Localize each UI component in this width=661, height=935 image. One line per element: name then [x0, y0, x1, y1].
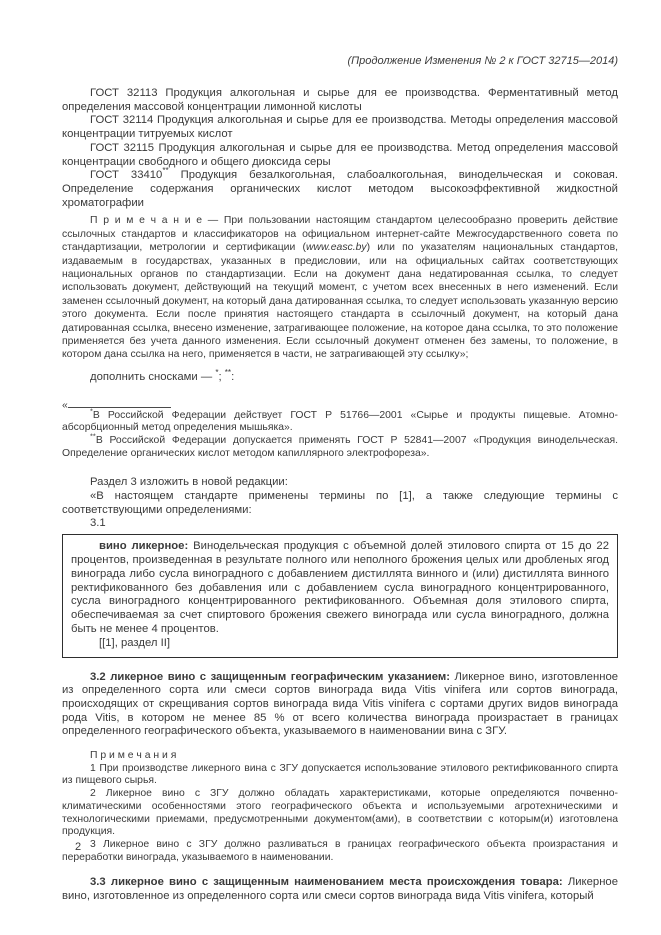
- section3-intro-2: «В настоящем стандарте применены термины по [1], а также следующие термины с соответствующими определениями:: [62, 490, 618, 516]
- notes-label: П р и м е ч а н и я: [90, 750, 177, 762]
- amendment-tail: :: [231, 370, 235, 383]
- footnote-marker-2: **: [224, 368, 232, 378]
- note-item-3: 3 Ликерное вино с ЗГУ должно разливаться в границах географического объекта произрастания и переработки винограда, указываемого в наименовании.: [62, 838, 618, 863]
- footnote-2-marker: **: [90, 431, 96, 441]
- clause-3-2-number: 3.2: [90, 670, 111, 683]
- reference-code: ГОСТ 33410: [90, 169, 163, 182]
- clause-3-3-number: 3.3: [90, 876, 111, 889]
- footnote-separator: [62, 398, 618, 410]
- clause-3-2-term-text: ликерное вино с защищенным географическим указанием:: [110, 670, 450, 683]
- amendment-separator: ;: [218, 370, 225, 383]
- reference-gost-32114: ГОСТ 32114 Продукция алкогольная и сырье для ее производства. Методы определения массовой концентрации титруемых кислот: [62, 114, 618, 141]
- amendment-lead: дополнить сносками —: [90, 370, 216, 383]
- reference-text: Продукция безалкогольная, слабоалкогольная, винодельческая и соковая. Определение содержания органических кислот методом высокоэффективной жидкостной хроматографии: [62, 169, 618, 209]
- note-text-continued: ) или по указателям национальных стандартов, издаваемым в государствах, указанных в предисловии, или на официальных сайтах соответствующих национальных органов по стандартизации. Если на документ дана недатированная ссылка, то следует использовать документ, действующий на текущий момент, с учетом всех внесенных в него изменений. Если заменен ссылочный документ, на который дана датированная ссылка, то следует использовать указанную версию этого документа. Если после принятия настоящего стандарта в ссылочный документ, на который дана датированная ссылка, внесено изменение, затрагивающее положение, на которое дана ссылка, то это положение применяется без учета данного изменения. Если ссылочный документ отменен без замены, то положение, в котором дана ссылка на него, применяется в части, не затрагивающей эту ссылку»;: [62, 242, 618, 361]
- note-item-1: 1 При производстве ликерного вина с ЗГУ допускается использование этилового ректификованного спирта из пищевого сырья.: [62, 762, 618, 787]
- running-title: (Продолжение Изменения № 2 к ГОСТ 32715—2014): [347, 55, 618, 67]
- clause-3-2-definition: Ликерное вино, изготовленное из определенного сорта или смеси сортов винограда вида Vitis vinifera или сортов винограда, происходящих от скрещивания сортов винограда вида Vitis vinifera с сортами других видов винограда рода Vitis, в котором не менее 85 % от всего количества винограда произрастает в границах определенного географического объекта, указываемого в наименовании вина с ЗГУ.: [62, 670, 619, 738]
- clause-3-2: [62, 671, 618, 740]
- note-dash: —: [202, 215, 224, 227]
- footnote-2: [62, 431, 618, 460]
- section3-intro-1: Раздел 3 изложить в новой редакции:: [90, 476, 288, 489]
- clause-3-2-term: [90, 671, 450, 683]
- reference-gost-32115: ГОСТ 32115 Продукция алкогольная и сырье для ее производства. Метод определения массовой концентрации свободного и общего диоксида серы: [62, 141, 618, 168]
- footnote-marker-icon: **: [162, 166, 169, 176]
- definition-text: Винодельческая продукция с объемной долей этилового спирта от 15 до 22 процентов, произведенная в результате полного или неполного брожения целых или дробленых ягод винограда либо сусла виноградного с добавлением дистиллята винного и (или) дистиллята винного ректификованного без добавления или с добавлением сусла виноградного концентрированного, сусла виноградного концентрированного ректификованного. Объемная доля этилового спирта, обеспечиваемая за счет спиртового брожения свежего винограда или сусла виноградного, должна быть не менее 4 процентов.: [71, 540, 609, 635]
- clause-3-3-term-text: ликерное вино с защищенным наименованием места происхождения товара:: [110, 876, 563, 889]
- clause-3-3-definition: Ликерное вино, изготовленное из определенного сорта или смеси сортов винограда вида Vitis vinifera, который: [62, 876, 619, 903]
- reference-gost-32113: ГОСТ 32113 Продукция алкогольная и сырье для ее производства. Ферментативный метод определения массовой концентрации лимонной кислоты: [62, 87, 618, 113]
- footnote-1-text: В Российской Федерации действует ГОСТ Р 51766—2001 «Сырье и продукты пищевые. Атомно-абсорбционный метод определения мышьяка».: [62, 409, 618, 434]
- footnote-1: [62, 406, 618, 435]
- footnote-marker-1: *: [215, 368, 219, 378]
- term-definition-box: [62, 534, 618, 657]
- definition-term: вино ликерное:: [99, 540, 189, 553]
- easc-url: www.easc.by: [305, 242, 367, 254]
- clause-3-3: [62, 876, 618, 903]
- definition-source: [[1], раздел II]: [99, 636, 170, 649]
- clause-3-3-term: [90, 876, 563, 888]
- note-text: При пользовании настоящим стандартом целесообразно проверить действие ссылочных стандартов и классификаторов на официальном интернет-сайте Межгосударственного совета по стандартизации, метрологии и сертификации (: [62, 215, 619, 254]
- footnote-rule-line: [68, 398, 171, 408]
- footnote-1-marker: *: [90, 406, 93, 416]
- page-number: 2: [75, 841, 82, 853]
- clause-3-1-number: 3.1: [90, 517, 106, 530]
- amendment-line: [62, 368, 618, 385]
- note-item-2: 2 Ликерное вино с ЗГУ должно обладать характеристиками, которые определяются почвенно-климатическими особенностями этого географического объекта и используемыми агротехническими и технологическими приемами, предусмотренными документом(ами), в соответствии с которым(и) изготовлена продукция.: [62, 788, 618, 838]
- open-quote: «: [62, 399, 68, 411]
- footnote-2-text: В Российской Федерации допускается применять ГОСТ Р 52841—2007 «Продукция винодельческая. Определение органических кислот методом капиллярного электрофореза».: [62, 434, 618, 459]
- note-label: П р и м е ч а н и е: [90, 215, 203, 227]
- clause-3-1-definition: [71, 540, 609, 637]
- standards-usage-note: [62, 214, 618, 361]
- reference-gost-33410: [62, 166, 618, 210]
